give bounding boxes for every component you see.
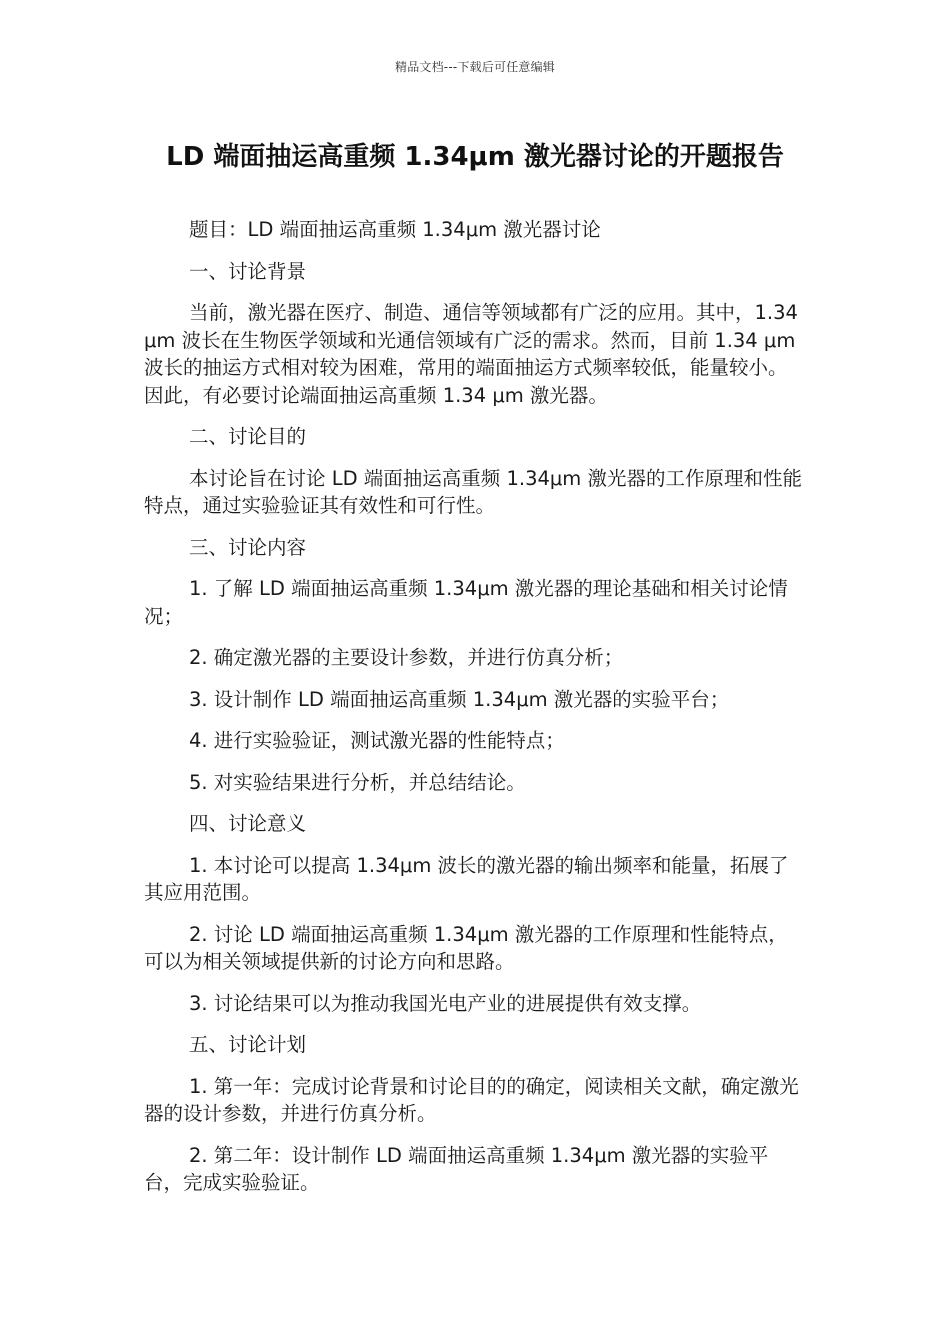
content-item-1: 1. 了解 LD 端面抽运高重频 1.34μm 激光器的理论基础和相关讨论情况； bbox=[144, 577, 788, 628]
plan-item-2: 2. 第二年：设计制作 LD 端面抽运高重频 1.34μm 激光器的实验平台，完成实验验证。 bbox=[144, 1143, 769, 1194]
background-paragraph: 当前，激光器在医疗、制造、通信等领域都有广泛的应用。其中，1.34 μm 波长在生物医学领域和光通信领域有广泛的需求。然而，目前 1.34 μm 波长的抽运方式相对较为困难，常用的端面抽运方式频率较低，能量较小。因此，有必要讨论端面抽运高重频 1.34 μm 激光器。 bbox=[144, 301, 798, 407]
document-title: LD 端面抽运高重频 1.34μm 激光器讨论的开题报告 bbox=[166, 142, 784, 172]
content-item-2: 2. 确定激光器的主要设计参数，并进行仿真分析； bbox=[189, 646, 624, 669]
significance-item-3: 3. 讨论结果可以为推动我国光电产业的进展提供有效支撑。 bbox=[189, 991, 702, 1015]
topic-line: 题目：LD 端面抽运高重频 1.34μm 激光器讨论 bbox=[189, 218, 601, 241]
section-heading-content: 三、讨论内容 bbox=[189, 535, 307, 559]
purpose-paragraph: 本讨论旨在讨论 LD 端面抽运高重频 1.34μm 激光器的工作原理和性能特点，通过实验验证其有效性和可行性。 bbox=[144, 466, 802, 517]
content-item-4: 4. 进行实验验证，测试激光器的性能特点； bbox=[189, 729, 565, 752]
plan-item-1: 1. 第一年：完成讨论背景和讨论目的的确定，阅读相关文献，确定激光器的设计参数，并进行仿真分析。 bbox=[144, 1074, 799, 1125]
section-heading-background: 一、讨论背景 bbox=[189, 259, 307, 283]
content-item-3: 3. 设计制作 LD 端面抽运高重频 1.34μm 激光器的实验平台； bbox=[189, 687, 730, 711]
section-heading-significance: 四、讨论意义 bbox=[189, 812, 307, 835]
content-item-5: 5. 对实验结果进行分析，并总结结论。 bbox=[189, 770, 526, 794]
significance-item-2: 2. 讨论 LD 端面抽运高重频 1.34μm 激光器的工作原理和性能特点，可以为相关领域提供新的讨论方向和思路。 bbox=[144, 922, 788, 973]
section-heading-plan: 五、讨论计划 bbox=[189, 1033, 307, 1056]
section-heading-purpose: 二、讨论目的 bbox=[189, 425, 307, 448]
significance-item-1: 1. 本讨论可以提高 1.34μm 波长的激光器的输出频率和能量，拓展了其应用范围。 bbox=[144, 853, 789, 904]
document-body bbox=[144, 216, 806, 1211]
page-header: 精品文档---下载后可任意编辑 bbox=[395, 60, 555, 74]
